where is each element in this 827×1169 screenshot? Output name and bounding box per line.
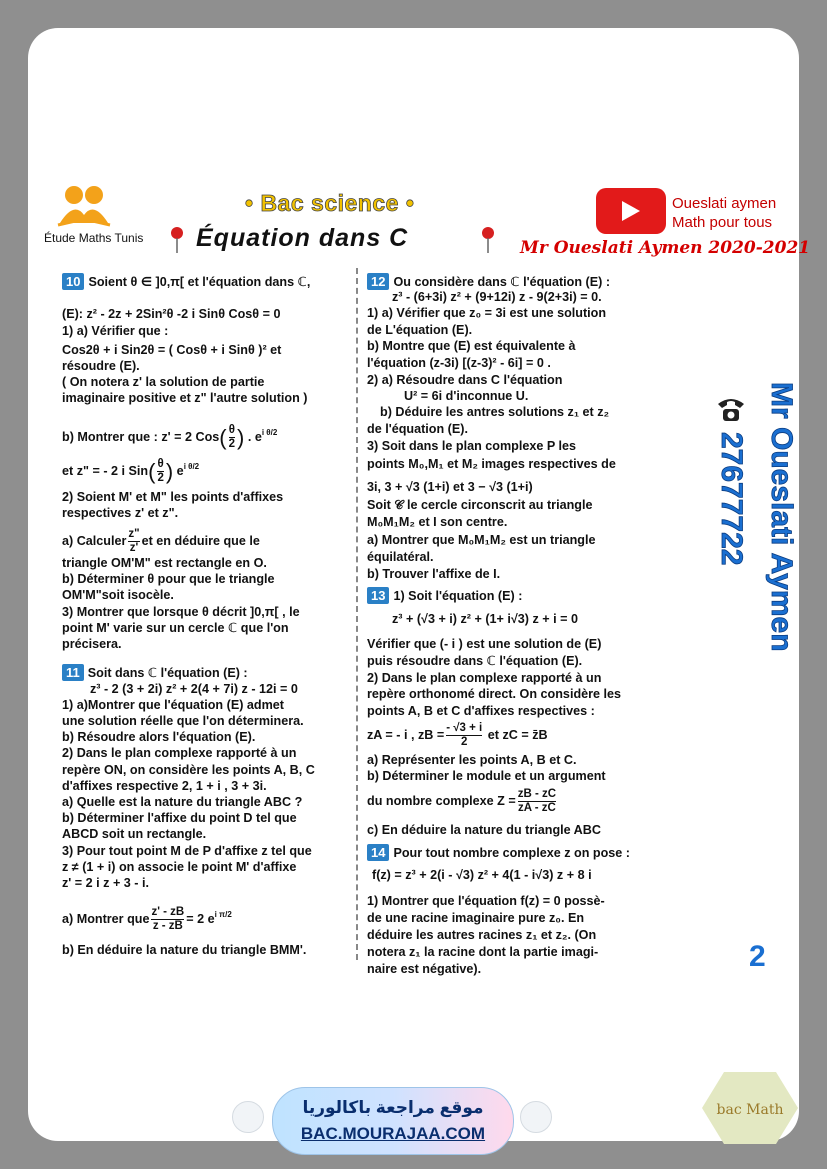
- text-line: de L'équation (E).: [367, 323, 473, 337]
- text-line: b) Trouver l'affixe de I.: [367, 567, 501, 581]
- author-year: Mr Oueslati Aymen 2020-2021: [520, 238, 811, 258]
- bac-math-badge: [698, 1068, 802, 1148]
- site-logo-icon: [520, 1101, 552, 1133]
- logo-text: Étude Maths Tunis: [44, 231, 144, 245]
- text-line: d'affixes respective 2, 1 + i , 3 + 3i.: [62, 779, 267, 793]
- text-line: 2) Dans le plan complexe rapporté à un: [367, 671, 602, 685]
- text-line: a) Montrer que M₀M₁M₂ est un triangle: [367, 533, 596, 547]
- text-line: et zC = z̄B: [487, 727, 548, 742]
- text-line: Pour tout nombre complexe z on pose :: [393, 846, 630, 860]
- text-line: 2) Soient M' et M" les points d'affixes: [62, 490, 284, 504]
- text-line: a) Quelle est la nature du triangle ABC ?: [62, 795, 303, 809]
- vertical-author-name: Mr Oueslati Aymen: [765, 382, 798, 652]
- text-line: imaginaire positive et z" l'autre solution ): [62, 391, 308, 405]
- text-line: c) En déduire la nature du triangle ABC: [367, 823, 601, 837]
- text-line: b) Résoudre alors l'équation (E).: [62, 730, 256, 744]
- column-divider: [356, 268, 358, 960]
- text-line: b) Déterminer le module et un argument: [367, 769, 606, 783]
- text-line: et en déduire que le: [141, 533, 260, 548]
- phone-icon: [714, 392, 748, 426]
- exercise-number: 10: [62, 273, 84, 290]
- text-line: 3) Pour tout point M de P d'affixe z tel que: [62, 844, 312, 858]
- formula-line: [367, 788, 558, 815]
- text-line: a) Représenter les points A, B et C.: [367, 753, 577, 767]
- text-line: 1) Soit l'équation (E) :: [393, 589, 523, 603]
- text-line: 3i, 3 + √3 (1+i) et 3 − √3 (1+i): [367, 480, 533, 494]
- text-line: b) Déduire les antres solutions z₁ et z₂: [380, 405, 610, 419]
- text-line: 1) a)Montrer que l'équation (E) admet: [62, 698, 285, 712]
- text-line: e: [176, 464, 184, 478]
- text-line: z³ - (6+3i) z² + (9+12i) z - 9(2+3i) = 0.: [392, 290, 602, 304]
- fraction-bottom: zA - zC: [517, 802, 556, 814]
- text-line: et z" = - 2 i Sin: [62, 464, 149, 478]
- youtube-channel-name: [672, 194, 776, 232]
- text-line: 2) a) Résoudre dans C l'équation: [367, 373, 563, 387]
- text-line: e: [254, 430, 262, 444]
- text-line: Soient θ ∈ ]0,π[ et l'équation dans ℂ,: [88, 275, 311, 289]
- text-line: notera z₁ la racine dont la partie imagi-: [367, 945, 599, 959]
- vertical-phone-number: [714, 432, 750, 632]
- exercise-number: 13: [367, 587, 389, 604]
- text-line: triangle OM'M" est rectangle en O.: [62, 556, 267, 570]
- text-line: 1) Montrer que l'équation f(z) = 0 possè-: [367, 894, 605, 908]
- text-line: Vérifier que (- i ) est une solution de (E): [367, 637, 602, 651]
- text-line: Soit 𝒞 le cercle circonscrit au triangle: [367, 498, 593, 512]
- vertical-author-banner: [762, 382, 802, 722]
- fraction-bottom: z - zB: [152, 920, 183, 933]
- text-line: b) Déterminer l'affixe du point D tel que: [62, 811, 297, 825]
- fraction-bottom: 2: [157, 472, 164, 485]
- text-line: z ≠ (1 + i) on associe le point M' d'affixe: [62, 860, 297, 874]
- text-line: points A, B et C d'affixes respectives :: [367, 704, 595, 718]
- badge-text: bac Math: [716, 1102, 784, 1118]
- text-line: 1) a) Vérifier que z₀ = 3i est une solution: [367, 306, 607, 320]
- fraction-bottom: z': [129, 542, 139, 554]
- page-number: 2: [749, 940, 766, 973]
- text-line: b) Déterminer θ pour que le triangle: [62, 572, 275, 586]
- fraction-top: - √3 + i: [446, 722, 483, 734]
- text-line: 3) Montrer que lorsque θ décrit ]0,π[ , le: [62, 605, 300, 619]
- page-title: Équation dans C: [196, 224, 409, 252]
- channel-line-1: Oueslati aymen: [672, 195, 777, 212]
- formula-line: b) Montrer que : z' = 2 Cos( $\frac{\theta}{2}$ ) . $e^{i \theta/2}$: [62, 424, 278, 451]
- text-line: naire est négative).: [367, 962, 482, 976]
- text-line: précisera.: [62, 637, 122, 651]
- exercise-number: 12: [367, 273, 389, 290]
- formula-line: et z" = - 2 i Sin( $\frac{\theta}{2}$ ) $e^{i \theta/2}$: [62, 458, 200, 485]
- text-line: z³ + (√3 + i) z² + (1+ i√3) z + i = 0: [392, 612, 579, 626]
- text-line: résoudre (E).: [62, 359, 140, 373]
- bac-science-label: • Bac science •: [245, 190, 415, 216]
- text-line: point M' varie sur un cercle ℂ que l'on: [62, 621, 289, 635]
- site-logo-icon: [232, 1101, 264, 1133]
- site-banner[interactable]: [272, 1087, 514, 1155]
- text-line: Cos2θ + i Sin2θ = ( Cosθ + i Sinθ )² et: [62, 343, 282, 357]
- text-line: 1) a) Vérifier que :: [62, 324, 169, 338]
- pin-icon: [481, 226, 495, 254]
- text-line: l'équation (z-3i) [(z-3)² - 6i] = 0 .: [367, 356, 551, 370]
- formula-line: [62, 528, 260, 555]
- text-line: Ou considère dans ℂ l'équation (E) :: [393, 275, 611, 289]
- text-line: ( On notera z' la solution de partie: [62, 375, 265, 389]
- channel-line-2: Math pour tous: [672, 214, 773, 231]
- etude-maths-logo: [44, 183, 156, 255]
- site-url-link[interactable]: BAC.MOURAJAA.COM: [300, 1124, 486, 1143]
- text-line: (E): z² - 2z + 2Sin²θ -2 i Sinθ Cosθ = 0: [62, 307, 281, 321]
- text-line: déduire les autres racines z₁ et z₂. (On: [367, 928, 597, 942]
- text-line: U² = 6i d'inconnue U.: [404, 389, 529, 403]
- text-line: a) Montrer que: [62, 912, 150, 926]
- text-line: de une racine imaginaire pure z₀. En: [367, 911, 585, 925]
- text-line: b) Montrer que : z' = 2 Cos: [62, 430, 220, 444]
- text-line: z' = 2 i z + 3 - i.: [62, 876, 149, 890]
- fraction-top: zB - zC: [517, 788, 557, 800]
- text-line: du nombre complexe Z =: [367, 793, 516, 808]
- text-line: 3) Soit dans le plan complexe P les: [367, 439, 577, 453]
- text-line: zA = - i , zB =: [367, 727, 445, 742]
- text-line: = 2 e: [186, 912, 215, 926]
- text-line: b) En déduire la nature du triangle BMM'.: [62, 943, 307, 957]
- text-line: Soit dans ℂ l'équation (E) :: [87, 666, 248, 680]
- formula-line: a) Montrer que $\frac{z' - zB}{z - zB}$ = 2 $e^{i \pi/2}$: [62, 906, 232, 933]
- fraction-top: θ: [228, 424, 235, 437]
- youtube-icon: [596, 188, 666, 234]
- text-line: ABCD soit un rectangle.: [62, 827, 207, 841]
- text-line: puis résoudre dans ℂ l'équation (E).: [367, 654, 583, 668]
- students-logo-icon: [54, 183, 114, 227]
- text-line: OM'M"soit isocèle.: [62, 588, 174, 602]
- site-name-arabic: موقع مراجعة باكالوريا: [302, 1098, 484, 1117]
- text-line: repère orthonomé direct. On considère les: [367, 687, 622, 701]
- fraction-top: z": [128, 528, 140, 540]
- fraction-top: θ: [157, 458, 164, 471]
- text-line: points M₀,M₁ et M₂ images respectives de: [367, 457, 616, 471]
- text-line: f(z) = z³ + 2(i - √3) z² + 4(1 - i√3) z + 8 i: [372, 868, 592, 882]
- text-line: équilatéral.: [367, 550, 434, 564]
- text-line: une solution réelle que l'on déterminera.: [62, 714, 304, 728]
- phone-number: 27677722: [715, 432, 748, 566]
- text-line: M₀M₁M₂ et I son centre.: [367, 515, 508, 529]
- text-line: b) Montre que (E) est équivalente à: [367, 339, 576, 353]
- fraction-bottom: 2: [228, 438, 236, 451]
- exercise-number: 14: [367, 844, 389, 861]
- text-line: 2) Dans le plan complexe rapporté à un: [62, 746, 297, 760]
- fraction-top: z' - zB: [151, 906, 185, 919]
- text-line: a) Calculer: [62, 533, 127, 548]
- text-line: respectives z' et z".: [62, 506, 179, 520]
- fraction-bottom: 2: [461, 736, 468, 748]
- text-line: de l'équation (E).: [367, 422, 468, 436]
- text-line: repère ON, on considère les points A, B, C: [62, 763, 315, 777]
- formula-line: [367, 722, 548, 749]
- text-line: z³ - 2 (3 + 2i) z² + 2(4 + 7i) z - 12i = 0: [90, 682, 298, 696]
- pin-icon: [170, 226, 184, 254]
- exercise-number: 11: [62, 664, 84, 681]
